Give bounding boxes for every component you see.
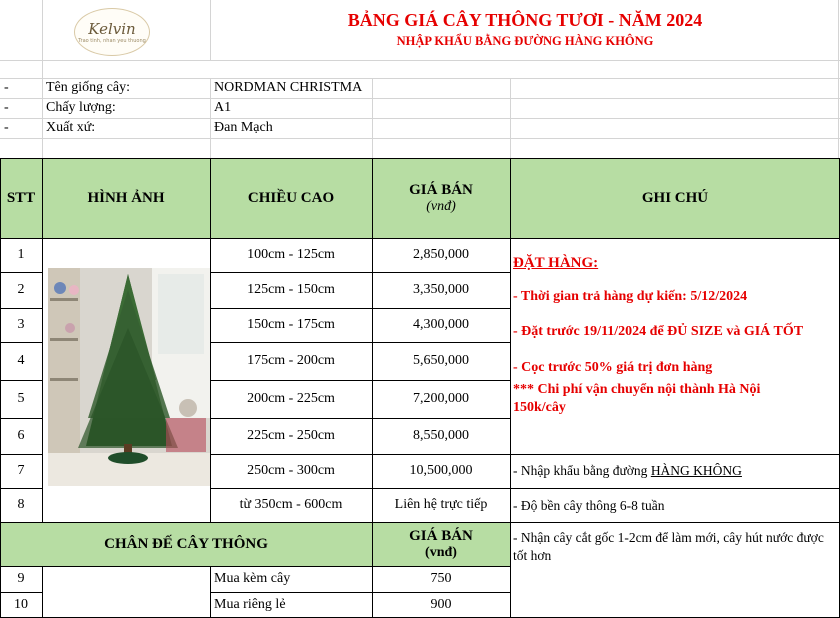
stand-price-label: GIÁ BÁN bbox=[409, 527, 473, 544]
row-8-price: Liên hệ trực tiếp bbox=[394, 497, 488, 512]
info-bullet-2: - bbox=[4, 100, 9, 115]
row-6-stt: 6 bbox=[17, 428, 25, 443]
note-delivery-date: - Thời gian trả hàng dự kiến: 5/12/2024 bbox=[513, 289, 748, 304]
row-5-price: 7,200,000 bbox=[413, 391, 469, 406]
header-price bbox=[372, 158, 510, 238]
stand-row-1-label: Mua kèm cây bbox=[214, 571, 291, 586]
brand-logo bbox=[74, 8, 150, 56]
info-value-origin: Đan Mạch bbox=[214, 120, 273, 135]
note-import-highlight: HÀNG KHÔNG bbox=[650, 463, 742, 478]
info-label-quality: Chấy lượng: bbox=[46, 100, 116, 115]
header-stt: STT bbox=[6, 189, 36, 206]
header-price-label: GIÁ BÁN bbox=[409, 181, 473, 198]
row-4-height: 175cm - 200cm bbox=[247, 353, 335, 368]
row-3-stt: 3 bbox=[17, 317, 25, 332]
logo-tagline: Trao tinh, nhan yeu thuong bbox=[78, 38, 146, 44]
info-label-origin: Xuất xứ: bbox=[46, 120, 96, 135]
info-value-quality: A1 bbox=[214, 100, 232, 115]
row-7-stt: 7 bbox=[17, 463, 25, 478]
stand-header: CHÂN ĐẾ CÂY THÔNG bbox=[104, 535, 268, 552]
row-8-stt: 8 bbox=[17, 497, 25, 512]
row-8-height: từ 350cm - 600cm bbox=[239, 497, 343, 512]
header-height: CHIỀU CAO bbox=[247, 189, 335, 206]
note-shipping: *** Chi phí vận chuyển nội thành Hà Nội 150k/cây bbox=[513, 382, 761, 415]
header-note: GHI CHÚ bbox=[641, 189, 709, 206]
row-4-stt: 4 bbox=[17, 353, 25, 368]
tree-photo-svg bbox=[48, 268, 210, 486]
header-price-unit: (vnđ) bbox=[426, 198, 456, 214]
stand-row-2-stt: 10 bbox=[14, 597, 28, 612]
note-deposit: - Cọc trước 50% giá trị đơn hàng bbox=[513, 360, 713, 375]
row-2-height: 125cm - 150cm bbox=[247, 282, 335, 297]
note-durability: - Độ bền cây thông 6-8 tuần bbox=[513, 498, 665, 513]
row-3-height: 150cm - 175cm bbox=[247, 317, 335, 332]
row-1-price: 2,850,000 bbox=[413, 247, 469, 262]
header-image: HÌNH ẢNH bbox=[87, 189, 165, 206]
stand-price-header bbox=[372, 522, 510, 566]
row-5-height: 200cm - 225cm bbox=[247, 391, 335, 406]
row-5-stt: 5 bbox=[17, 391, 25, 406]
row-6-price: 8,550,000 bbox=[413, 428, 469, 443]
stand-price-unit: (vnđ) bbox=[425, 544, 457, 560]
row-2-stt: 2 bbox=[17, 282, 25, 297]
info-bullet-1: - bbox=[4, 80, 9, 95]
note-preorder: - Đặt trước 19/11/2024 để ĐỦ SIZE và GIÁ TỐT bbox=[513, 324, 804, 339]
note-import-prefix: - Nhập khẩu bằng đường bbox=[513, 463, 651, 478]
row-4-price: 5,650,000 bbox=[413, 353, 469, 368]
row-7-price: 10,500,000 bbox=[409, 463, 473, 478]
info-value-variety: NORDMAN CHRISTMA bbox=[214, 80, 363, 95]
row-7-height: 250cm - 300cm bbox=[247, 463, 335, 478]
row-2-price: 3,350,000 bbox=[413, 282, 469, 297]
info-bullet-3: - bbox=[4, 120, 9, 135]
stand-row-1-stt: 9 bbox=[17, 571, 25, 586]
note-care: - Nhận cây cắt gốc 1-2cm để làm mới, cây hút nước được tốt hơn bbox=[513, 530, 824, 563]
stand-row-2-label: Mua riêng lẻ bbox=[214, 597, 286, 612]
stand-row-1-price: 750 bbox=[430, 571, 452, 586]
row-1-height: 100cm - 125cm bbox=[247, 247, 335, 262]
note-import bbox=[513, 463, 742, 479]
christmas-tree-photo bbox=[48, 268, 210, 486]
stand-row-2-price: 900 bbox=[430, 597, 452, 612]
info-label-variety: Tên giống cây: bbox=[46, 80, 130, 95]
row-1-stt: 1 bbox=[17, 247, 25, 262]
page-title: BẢNG GIÁ CÂY THÔNG TƯƠI - NĂM 2024 bbox=[347, 10, 703, 30]
row-6-height: 225cm - 250cm bbox=[247, 428, 335, 443]
logo-brand-text: Kelvin bbox=[88, 20, 136, 38]
order-title: ĐẶT HÀNG: bbox=[513, 255, 599, 271]
page-subtitle: NHẬP KHẨU BẰNG ĐƯỜNG HÀNG KHÔNG bbox=[396, 34, 654, 48]
row-3-price: 4,300,000 bbox=[413, 317, 469, 332]
